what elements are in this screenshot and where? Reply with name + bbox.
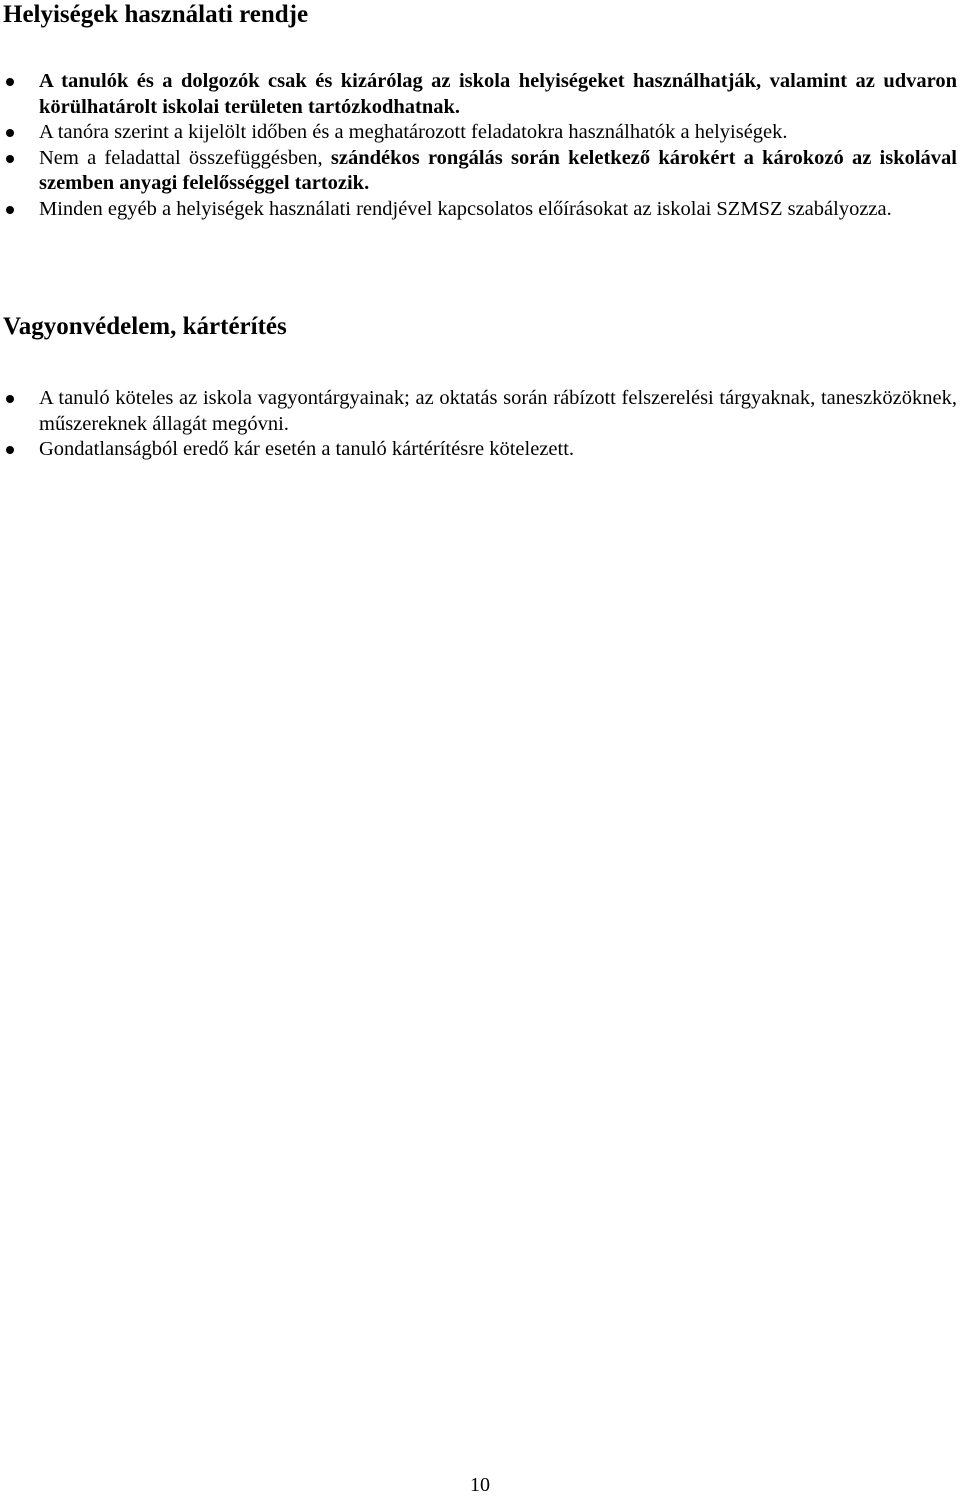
- list-item-text: A tanóra szerint a kijelölt időben és a meghatározott feladatokra használhatók a helyiségek.: [39, 121, 788, 143]
- list-item: [0, 146, 960, 197]
- list-item: [0, 437, 960, 463]
- bullet-icon: [6, 395, 14, 403]
- list-item: [0, 120, 960, 146]
- list-item-text-bold: szándékos rongálás során keletkező károkért a károkozó az iskolával szemben anyagi felelősséggel tartozik.: [39, 146, 958, 194]
- bullet-icon: [6, 155, 14, 163]
- room-usage-list: [0, 69, 960, 222]
- section-title-asset-protection: Vagyonvédelem, kártérítés: [3, 313, 287, 340]
- list-item: [0, 69, 960, 120]
- asset-protection-list: [0, 386, 960, 463]
- page-number: 10: [470, 1474, 490, 1496]
- list-item-text: Minden egyéb a helyiségek használati rendjével kapcsolatos előírásokat az iskolai SZMSZ szabályozza.: [39, 197, 892, 220]
- bullet-icon: [6, 446, 14, 454]
- list-item: [0, 386, 960, 437]
- list-item-text-plain: Nem a feladattal összefüggésben,: [39, 146, 331, 169]
- bullet-icon: [6, 78, 14, 86]
- list-item: [0, 197, 960, 223]
- bullet-icon: [6, 129, 14, 137]
- list-item-text: A tanuló köteles az iskola vagyontárgyainak; az oktatás során rábízott felszerelési tárgyaknak, taneszközöknek, műszereknek állagát megóvni.: [39, 387, 957, 435]
- list-item-text: A tanulók és a dolgozók csak és kizárólag az iskola helyiségeket használhatják, valamint az udvaron körülhatárolt iskolai területen tartózkodhatnak.: [39, 70, 957, 118]
- bullet-icon: [6, 206, 14, 214]
- list-item-text: Gondatlanságból eredő kár esetén a tanuló kártérítésre kötelezett.: [39, 438, 575, 460]
- section-title-room-usage: Helyiségek használati rendje: [3, 1, 309, 28]
